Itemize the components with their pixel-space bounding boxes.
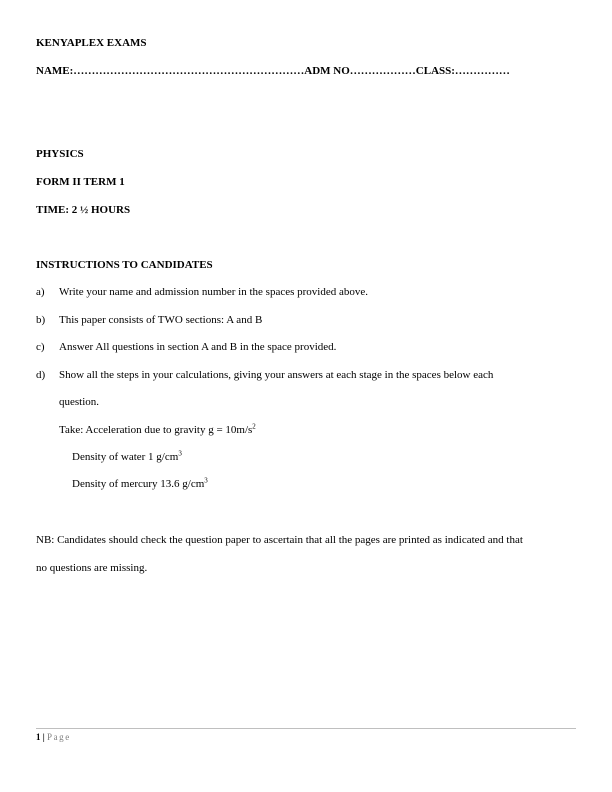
instruction-item [36,341,336,354]
gravity-exponent: 2 [252,422,256,431]
instruction-marker: d) [36,369,46,381]
note-line-1: NB: Candidates should check the question paper to ascertain that all the pages are printed as indicated and that [36,534,523,546]
footer-separator: | [40,732,47,742]
take-gravity-line [59,424,256,437]
density-mercury-line [72,478,208,491]
page-label: Page [46,732,71,742]
instruction-item [36,286,368,299]
instruction-item [36,369,493,382]
school-name: KENYAPLEX EXAMS [36,37,147,49]
student-details-line: NAME:………………………………………………………ADM NO………………CLASS:…………… [36,65,510,77]
take-gravity-text: Take: Acceleration due to gravity g = 10m/s [59,424,253,436]
instruction-continuation: question. [59,396,100,408]
instruction-item [36,314,262,327]
note-line-2: no questions are missing. [36,562,148,574]
water-exponent: 3 [178,449,182,458]
instruction-text: Answer All questions in section A and B in the space provided. [59,341,337,353]
density-mercury-text: Density of mercury 13.6 g/cm [72,478,205,490]
mercury-exponent: 3 [204,476,208,485]
instruction-text: Write your name and admission number in the spaces provided above. [59,286,368,298]
instruction-marker: c) [36,341,45,353]
time-allowed: TIME: 2 ½ HOURS [36,204,131,216]
page-number: 1 [36,732,41,742]
instruction-text: This paper consists of TWO sections: A and B [59,314,263,326]
instructions-heading: INSTRUCTIONS TO CANDIDATES [36,259,213,271]
density-water-line [72,451,182,464]
form-term: FORM II TERM 1 [36,176,125,188]
subject-title: PHYSICS [36,148,84,160]
footer-divider [36,728,576,729]
density-water-text: Density of water 1 g/cm [72,451,179,463]
instruction-text: Show all the steps in your calculations, giving your answers at each stage in the spaces below each [59,369,494,381]
instruction-marker: b) [36,314,46,326]
instruction-marker: a) [36,286,45,298]
page-footer [36,732,71,743]
